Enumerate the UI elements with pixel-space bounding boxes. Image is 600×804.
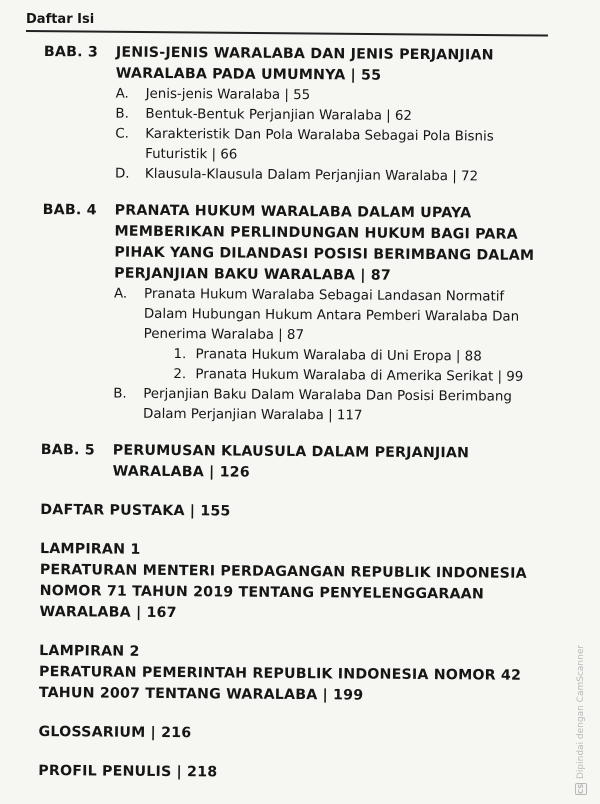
entry-letter: D.	[114, 166, 130, 182]
lampiran-line: PERATURAN PEMERINTAH REPUBLIK INDONESIA NOMOR 42	[38, 663, 522, 684]
entry-line: Penerima Waralaba | 87	[143, 326, 305, 344]
chapter-bab-3	[43, 42, 554, 188]
entry-letter: A.	[115, 86, 129, 102]
entry-line: Dalam Perjanjian Waralaba | 117	[143, 406, 363, 424]
entry-text	[145, 125, 553, 168]
chapter-title	[116, 43, 554, 88]
camscanner-logo-icon: CS	[577, 783, 585, 794]
entry-text	[143, 385, 551, 428]
page-header: Daftar Isi	[26, 12, 95, 27]
chapter-number: BAB. 4	[42, 201, 97, 219]
lampiran-line: TAHUN 2007 TENTANG WARALABA | 199	[38, 684, 364, 704]
entry-letter: C.	[115, 126, 129, 142]
profil-penulis: PROFIL PENULIS | 218	[38, 762, 218, 781]
chapter-title	[113, 441, 551, 486]
chapter-bab-4	[41, 200, 553, 428]
chapter-title-line: MEMBERIKAN PERLINDUNGAN HUKUM BAGI PARA	[114, 223, 518, 243]
entry-line: Futuristik | 66	[145, 146, 238, 163]
entry-line: Perjanjian Baku Dalam Waralaba Dan Posisi Berimbang	[143, 386, 512, 405]
toc-entry	[115, 165, 553, 188]
toc-entry	[115, 125, 553, 168]
chapter-title-line: JENIS-JENIS WARALABA DAN JENIS PERJANJIAN	[115, 44, 494, 64]
chapter-title-line: PERUMUSAN KLAUSULA DALAM PERJANJIAN	[112, 442, 470, 462]
entry-line: Bentuk-Bentuk Perjanjian Waralaba | 62	[145, 106, 413, 124]
chapter-bab-5	[41, 440, 551, 486]
sub-entries	[173, 345, 551, 388]
entry-line: Pranata Hukum Waralaba Sebagai Landasan Normatif	[143, 286, 505, 305]
camscanner-watermark	[575, 645, 587, 795]
entry-letter: B.	[113, 386, 127, 402]
entry-line: Karakteristik Dan Pola Waralaba Sebagai Pola Bisnis	[145, 126, 494, 145]
chapter-title	[114, 201, 553, 288]
chapter-title-line: WARALABA | 126	[112, 463, 250, 481]
chapter-number: BAB. 3	[43, 43, 98, 61]
subentry-text: Pranata Hukum Waralaba di Amerika Serikat | 99	[195, 367, 524, 385]
lampiran-line: NOMOR 71 TAHUN 2019 TENTANG PENYELENGGARAAN	[39, 582, 485, 603]
daftar-pustaka: DAFTAR PUSTAKA | 155	[40, 501, 231, 520]
lampiran-label: LAMPIRAN 2	[39, 642, 140, 660]
lampiran-line: WARALABA | 167	[39, 603, 177, 622]
toc-entry	[113, 385, 551, 428]
entry-letter: A.	[113, 286, 128, 302]
header-rule	[26, 30, 548, 37]
lampiran-2	[39, 641, 549, 708]
entry-line: Jenis-jenis Waralaba | 55	[145, 86, 311, 104]
subentry-number: 1.	[173, 347, 187, 363]
lampiran-1	[39, 539, 550, 627]
chapter-title-line: WARALABA PADA UMUMNYA | 55	[115, 65, 382, 84]
entry-text	[145, 165, 553, 188]
glossarium: GLOSSARIUM | 216	[38, 723, 192, 742]
lampiran-line: PERATURAN MENTERI PERDAGANGAN REPUBLIK INDONESIA	[39, 561, 527, 582]
subentry-number: 2.	[173, 367, 187, 383]
chapter-entries	[115, 85, 554, 188]
table-of-contents	[38, 42, 554, 804]
toc-entry	[113, 285, 552, 388]
entry-line: Klausula-Klausula Dalam Perjanjian Waralaba | 72	[144, 166, 479, 185]
chapter-entries	[113, 285, 552, 428]
entry-letter: B.	[115, 106, 129, 122]
entry-text	[143, 285, 552, 388]
chapter-number: BAB. 5	[40, 441, 95, 459]
watermark-text: Dipindai dengan CamScanner	[576, 644, 586, 779]
chapter-title-line: PERJANJIAN BAKU WARALABA | 87	[114, 265, 392, 284]
subentry-text: Pranata Hukum Waralaba di Uni Eropa | 88	[195, 347, 482, 365]
lampiran-label: LAMPIRAN 1	[39, 540, 141, 558]
entry-line: Dalam Hubungan Hukum Antara Pemberi Waralaba Dan	[143, 306, 520, 325]
chapter-title-line: PIHAK YANG DILANDASI POSISI BERIMBANG DALAM	[114, 244, 535, 264]
chapter-title-line: PRANATA HUKUM WARALABA DALAM UPAYA	[114, 202, 472, 222]
